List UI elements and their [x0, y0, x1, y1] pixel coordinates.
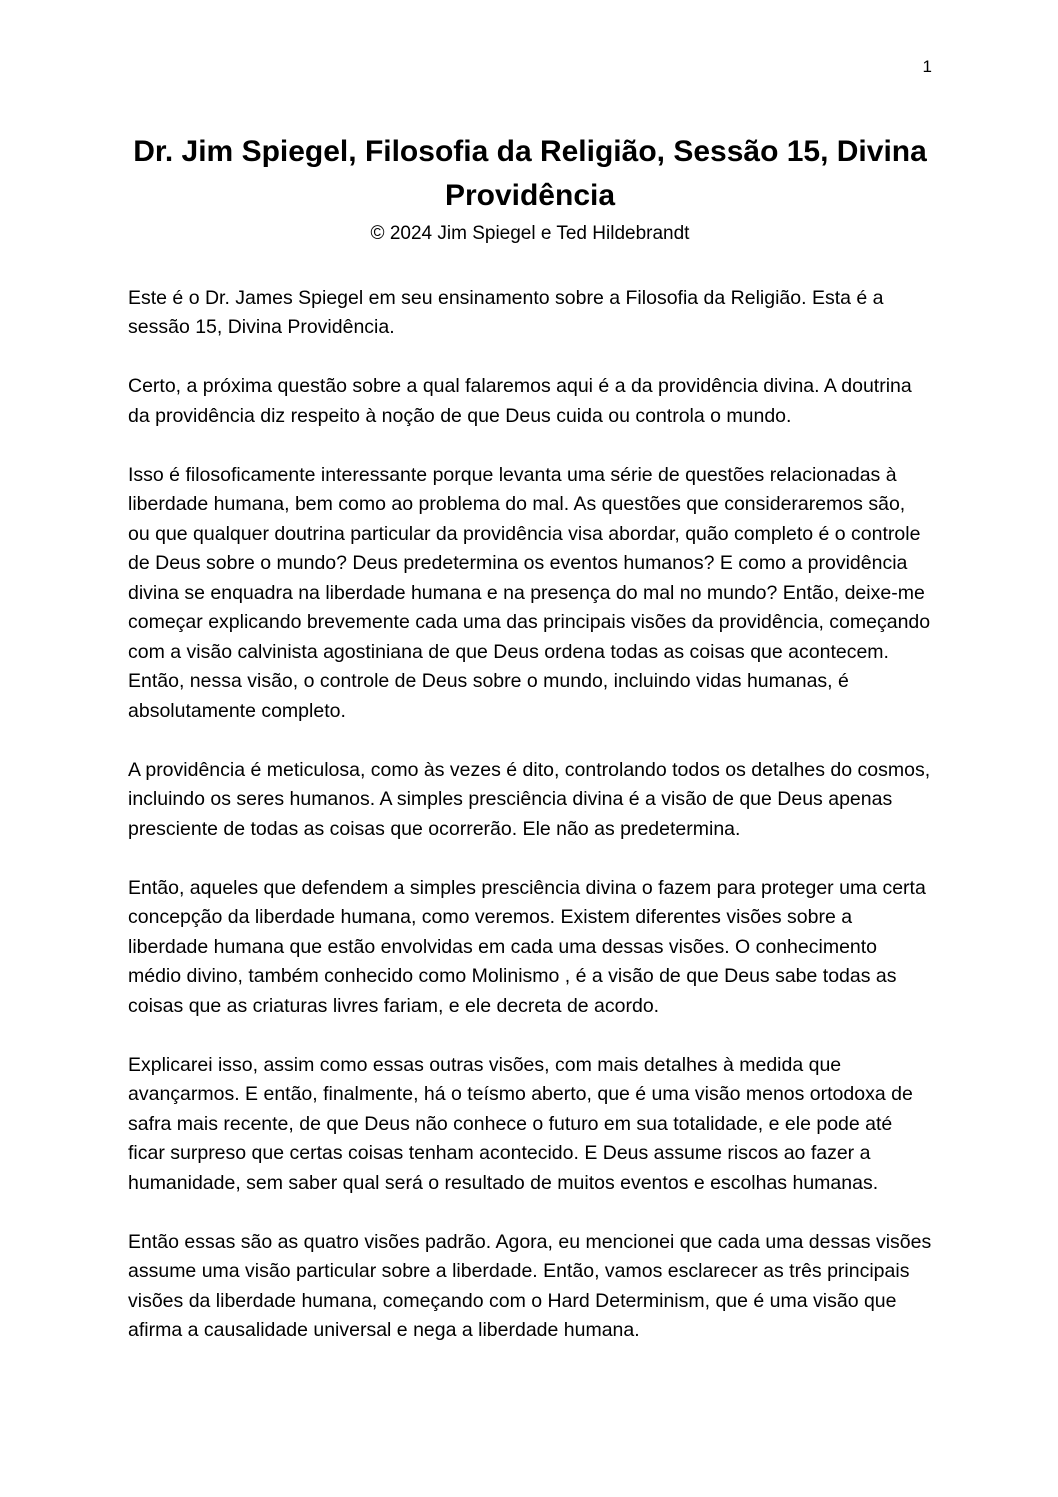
paragraph: Explicarei isso, assim como essas outras visões, com mais detalhes à medida que avançarmos. E então, finalmente, há o teísmo aberto, que é uma visão menos ortodoxa de safra mais recente, de que Deus não conhece o futuro em sua totalidade, e ele pode até ficar surpreso que certas coisas tenham acontecido. E Deus assume riscos ao fazer a humanidade, sem saber qual será o resultado de muitos eventos e escolhas humanas.	[128, 1053, 913, 1194]
paragraph: Isso é filosoficamente interessante porque levanta uma série de questões relacionadas à liberdade humana, bem como ao problema do mal. As questões que consideraremos são, ou que qualquer doutrina particular da providência visa abordar, quão completo é o controle de Deus sobre o mundo? Deus predetermina os eventos humanos? E como a providência divina se enquadra na liberdade humana e na presença do mal no mundo? Então, deixe-me começar explicando brevemente cada uma das principais visões da providência, começando com a visão calvinista agostiniana de que Deus ordena todas as coisas que acontecem. Então, nessa visão, o controle de Deus sobre o mundo, incluindo vidas humanas, é absolutamente completo.	[128, 463, 931, 722]
copyright-line: © 2024 Jim Spiegel e Ted Hildebrandt	[370, 223, 690, 244]
body-text	[128, 284, 932, 1346]
paragraph: Certo, a próxima questão sobre a qual falaremos aqui é a da providência divina. A doutrina da providência diz respeito à noção de que Deus cuida ou controla o mundo.	[128, 375, 912, 427]
document-content	[128, 130, 932, 1346]
paragraph: Então essas são as quatro visões padrão. Agora, eu mencionei que cada uma dessas visões assume uma visão particular sobre a liberdade. Então, vamos esclarecer as três principais visões da liberdade humana, começando com o Hard Determinism, que é uma visão que afirma a causalidade universal e nega a liberdade humana.	[128, 1230, 932, 1342]
paragraph: Este é o Dr. James Spiegel em seu ensinamento sobre a Filosofia da Religião. Esta é a sessão 15, Divina Providência.	[128, 286, 884, 339]
document-title: Dr. Jim Spiegel, Filosofia da Religião, Sessão 15, Divina Providência	[133, 135, 927, 212]
paragraph: Então, aqueles que defendem a simples presciência divina o fazem para proteger uma certa concepção da liberdade humana, como veremos. Existem diferentes visões sobre a liberdade humana que estão envolvidas em cada uma dessas visões. O conhecimento médio divino, também conhecido como Molinismo , é a visão de que Deus sabe todas as coisas que as criaturas livres fariam, e ele decreta de acordo.	[128, 876, 926, 1017]
page-number: 1	[922, 57, 932, 76]
paragraph: A providência é meticulosa, como às vezes é dito, controlando todos os detalhes do cosmos, incluindo os seres humanos. A simples presciência divina é a visão de que Deus apenas presciente de todas as coisas que ocorrerão. Ele não as predetermina.	[128, 758, 931, 840]
